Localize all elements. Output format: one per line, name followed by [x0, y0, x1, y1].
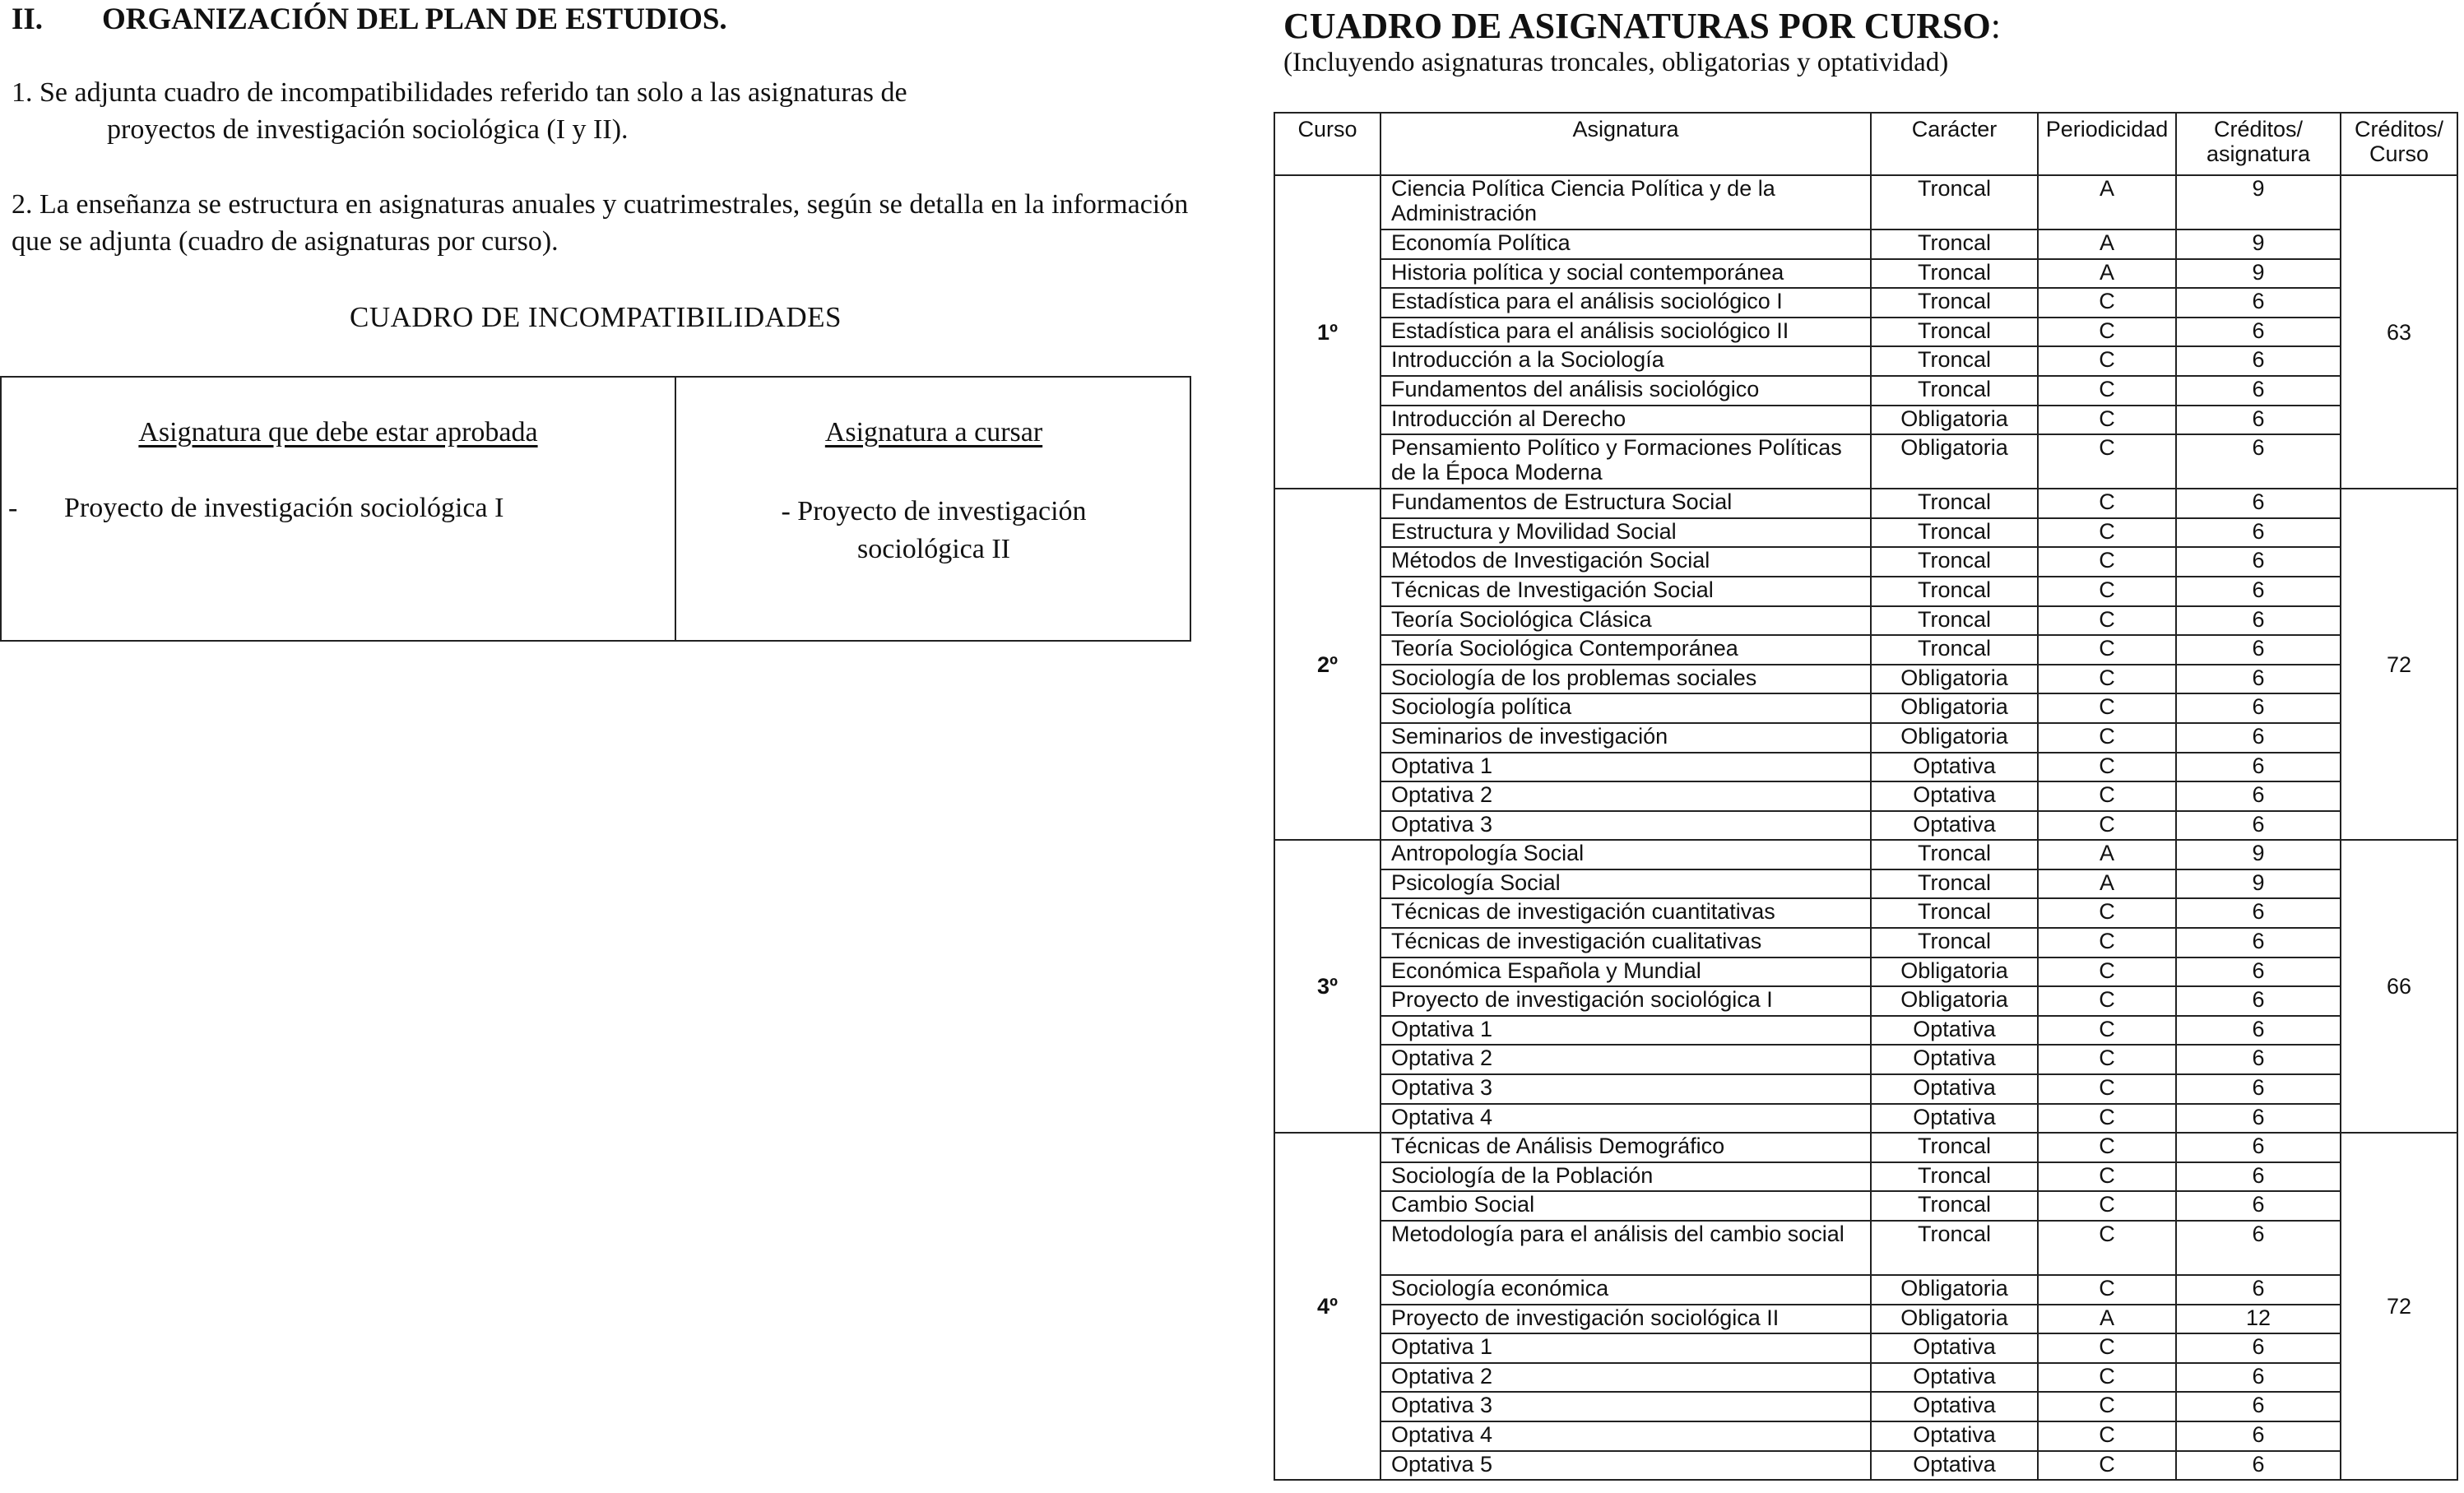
asignatura-cell: Técnicas de Investigación Social [1380, 577, 1871, 606]
periodicidad-cell: C [2038, 606, 2176, 636]
asignatura-cell: Antropología Social [1380, 840, 1871, 869]
creditos-cell: 6 [2176, 1421, 2341, 1451]
periodicidad-cell: C [2038, 1162, 2176, 1192]
subject-to-take-cell [675, 493, 1193, 568]
table-row [1274, 723, 2457, 753]
creditos-cell: 6 [2176, 1191, 2341, 1221]
periodicidad-cell: C [2038, 1333, 2176, 1363]
caracter-cell: Obligatoria [1871, 1275, 2038, 1305]
periodicidad-cell: C [2038, 1221, 2176, 1275]
creditos-curso-cell: 72 [2341, 489, 2457, 840]
creditos-cell: 6 [2176, 1363, 2341, 1393]
table-row [1274, 518, 2457, 548]
section-number: II. [12, 2, 44, 36]
creditos-cell: 6 [2176, 811, 2341, 841]
periodicidad-cell: C [2038, 753, 2176, 782]
caracter-cell: Obligatoria [1871, 723, 2038, 753]
paragraph-1-line-1: 1. Se adjunta cuadro de incompatibilidades referido tan solo a las asignaturas de [12, 77, 907, 108]
table-row [1274, 230, 2457, 259]
table-row [1274, 1275, 2457, 1305]
creditos-cell: 6 [2176, 346, 2341, 376]
section-title: ORGANIZACIÓN DEL PLAN DE ESTUDIOS. [102, 2, 727, 36]
caracter-cell: Troncal [1871, 175, 2038, 230]
caracter-cell: Troncal [1871, 1162, 2038, 1192]
asignatura-cell: Optativa 1 [1380, 1016, 1871, 1046]
asignatura-cell: Proyecto de investigación sociológica II [1380, 1305, 1871, 1334]
header-asignatura: Asignatura [1380, 113, 1871, 175]
required-subject-value: Proyecto de investigación sociológica I [64, 493, 504, 523]
creditos-cell: 6 [2176, 693, 2341, 723]
creditos-cell: 6 [2176, 928, 2341, 957]
asignatura-cell: Optativa 3 [1380, 811, 1871, 841]
periodicidad-cell: A [2038, 1305, 2176, 1334]
caracter-cell: Optativa [1871, 1363, 2038, 1393]
asignatura-cell: Economía Política [1380, 230, 1871, 259]
asignatura-cell: Técnicas de investigación cuantitativas [1380, 898, 1871, 928]
asignatura-cell: Psicología Social [1380, 869, 1871, 899]
creditos-cell: 6 [2176, 635, 2341, 665]
periodicidad-cell: C [2038, 489, 2176, 518]
periodicidad-cell: A [2038, 840, 2176, 869]
creditos-cell: 6 [2176, 986, 2341, 1016]
periodicidad-cell: C [2038, 1451, 2176, 1481]
table-row [1274, 1133, 2457, 1162]
table-row [1274, 1392, 2457, 1421]
caracter-cell: Troncal [1871, 318, 2038, 347]
required-subject-cell [8, 493, 503, 524]
periodicidad-cell: C [2038, 781, 2176, 811]
creditos-cell: 9 [2176, 869, 2341, 899]
periodicidad-cell: C [2038, 1421, 2176, 1451]
periodicidad-cell: C [2038, 1104, 2176, 1134]
creditos-cell: 6 [2176, 1133, 2341, 1162]
periodicidad-cell: A [2038, 230, 2176, 259]
caracter-cell: Troncal [1871, 288, 2038, 318]
caracter-cell: Optativa [1871, 1392, 2038, 1421]
table-row [1274, 1421, 2457, 1451]
periodicidad-cell: C [2038, 723, 2176, 753]
table-row [1274, 1451, 2457, 1481]
creditos-cell: 6 [2176, 606, 2341, 636]
paragraph-2: 2. La enseñanza se estructura en asignaturas anuales y cuatrimestrales, según se detalla en la información que se adjunta (cuadro de asignaturas por curso). [12, 189, 1189, 257]
table-row [1274, 489, 2457, 518]
asignatura-cell: Sociología política [1380, 693, 1871, 723]
courses-table-title [1283, 5, 2001, 47]
table-row [1274, 1221, 2457, 1275]
asignatura-cell: Proyecto de investigación sociológica I [1380, 986, 1871, 1016]
table-row [1274, 811, 2457, 841]
header-subject-to-take: Asignatura a cursar [824, 417, 1043, 447]
creditos-cell: 6 [2176, 665, 2341, 694]
curso-cell: 3º [1274, 840, 1380, 1133]
asignatura-cell: Optativa 1 [1380, 753, 1871, 782]
creditos-cell: 6 [2176, 898, 2341, 928]
table-row [1274, 406, 2457, 435]
asignatura-cell: Sociología de la Población [1380, 1162, 1871, 1192]
periodicidad-cell: C [2038, 376, 2176, 406]
asignatura-cell: Técnicas de investigación cualitativas [1380, 928, 1871, 957]
asignatura-cell: Pensamiento Político y Formaciones Políticas de la Época Moderna [1380, 434, 1871, 489]
creditos-cell: 6 [2176, 577, 2341, 606]
table-row [1274, 1333, 2457, 1363]
table-row [1274, 693, 2457, 723]
caracter-cell: Troncal [1871, 489, 2038, 518]
periodicidad-cell: C [2038, 288, 2176, 318]
creditos-cell: 6 [2176, 957, 2341, 987]
caracter-cell: Optativa [1871, 1333, 2038, 1363]
curso-cell: 4º [1274, 1133, 1380, 1480]
caracter-cell: Troncal [1871, 1191, 2038, 1221]
caracter-cell: Optativa [1871, 1451, 2038, 1481]
table-row [1274, 869, 2457, 899]
table-row [1274, 1162, 2457, 1192]
asignatura-cell: Estructura y Movilidad Social [1380, 518, 1871, 548]
asignatura-cell: Optativa 4 [1380, 1104, 1871, 1134]
creditos-cell: 6 [2176, 1074, 2341, 1104]
table-row [1274, 288, 2457, 318]
caracter-cell: Troncal [1871, 898, 2038, 928]
table-row [1274, 318, 2457, 347]
caracter-cell: Obligatoria [1871, 957, 2038, 987]
courses-table-subtitle: (Incluyendo asignaturas troncales, obligatorias y optatividad) [1283, 48, 1949, 77]
creditos-cell: 6 [2176, 1451, 2341, 1481]
table-row [1274, 1305, 2457, 1334]
creditos-cell: 6 [2176, 1275, 2341, 1305]
courses-table [1274, 112, 2458, 1481]
title-colon: : [1990, 6, 2001, 46]
periodicidad-cell: C [2038, 1363, 2176, 1393]
periodicidad-cell: C [2038, 1045, 2176, 1074]
section-heading [12, 2, 727, 37]
creditos-cell: 6 [2176, 434, 2341, 489]
creditos-cell: 6 [2176, 318, 2341, 347]
creditos-cell: 12 [2176, 1305, 2341, 1334]
caracter-cell: Troncal [1871, 928, 2038, 957]
creditos-curso-cell: 72 [2341, 1133, 2457, 1480]
table-row [1274, 781, 2457, 811]
asignatura-cell: Fundamentos de Estructura Social [1380, 489, 1871, 518]
table-header-row [1274, 113, 2457, 175]
header-required-subject: Asignatura que debe estar aprobada [138, 417, 538, 447]
creditos-cell: 6 [2176, 376, 2341, 406]
caracter-cell: Optativa [1871, 1421, 2038, 1451]
asignatura-cell: Seminarios de investigación [1380, 723, 1871, 753]
creditos-cell: 6 [2176, 518, 2341, 548]
table-row [1274, 1045, 2457, 1074]
caracter-cell: Troncal [1871, 346, 2038, 376]
caracter-cell: Troncal [1871, 869, 2038, 899]
table-row [1274, 1074, 2457, 1104]
table-row [1274, 1104, 2457, 1134]
periodicidad-cell: C [2038, 1016, 2176, 1046]
creditos-cell: 6 [2176, 1333, 2341, 1363]
table-row [1274, 635, 2457, 665]
table-row [1274, 376, 2457, 406]
table-row [1274, 986, 2457, 1016]
table-row [1274, 1016, 2457, 1046]
table-row [1274, 957, 2457, 987]
asignatura-cell: Cambio Social [1380, 1191, 1871, 1221]
creditos-curso-cell: 66 [2341, 840, 2457, 1133]
header-caracter: Carácter [1871, 113, 2038, 175]
caracter-cell: Obligatoria [1871, 434, 2038, 489]
subject-to-take-line-1: - Proyecto de investigación [781, 496, 1087, 526]
courses-table-title-text: CUADRO DE ASIGNATURAS POR CURSO [1283, 6, 1991, 46]
creditos-cell: 6 [2176, 1045, 2341, 1074]
creditos-cell: 9 [2176, 259, 2341, 289]
periodicidad-cell: C [2038, 665, 2176, 694]
header-creditos-asignatura: Créditos/ asignatura [2176, 113, 2341, 175]
table-row [1274, 547, 2457, 577]
header-curso: Curso [1274, 113, 1380, 175]
asignatura-cell: Técnicas de Análisis Demográfico [1380, 1133, 1871, 1162]
asignatura-cell: Optativa 3 [1380, 1074, 1871, 1104]
caracter-cell: Optativa [1871, 753, 2038, 782]
header-creditos-curso: Créditos/ Curso [2341, 113, 2457, 175]
caracter-cell: Troncal [1871, 635, 2038, 665]
table-row [1274, 898, 2457, 928]
asignatura-cell: Sociología económica [1380, 1275, 1871, 1305]
periodicidad-cell: C [2038, 547, 2176, 577]
periodicidad-cell: C [2038, 635, 2176, 665]
caracter-cell: Obligatoria [1871, 693, 2038, 723]
periodicidad-cell: A [2038, 259, 2176, 289]
periodicidad-cell: C [2038, 693, 2176, 723]
periodicidad-cell: A [2038, 175, 2176, 230]
creditos-cell: 6 [2176, 1221, 2341, 1275]
creditos-cell: 6 [2176, 723, 2341, 753]
header-periodicidad: Periodicidad [2038, 113, 2176, 175]
periodicidad-cell: C [2038, 406, 2176, 435]
table-row [1274, 606, 2457, 636]
periodicidad-cell: C [2038, 898, 2176, 928]
asignatura-cell: Optativa 3 [1380, 1392, 1871, 1421]
caracter-cell: Troncal [1871, 547, 2038, 577]
table-row [1274, 840, 2457, 869]
creditos-curso-cell: 63 [2341, 175, 2457, 489]
periodicidad-cell: C [2038, 346, 2176, 376]
table-row [1274, 259, 2457, 289]
asignatura-cell: Ciencia Política Ciencia Política y de la Administración [1380, 175, 1871, 230]
asignatura-cell: Teoría Sociológica Clásica [1380, 606, 1871, 636]
asignatura-cell: Estadística para el análisis sociológico II [1380, 318, 1871, 347]
creditos-cell: 9 [2176, 230, 2341, 259]
incompatibilities-title: CUADRO DE INCOMPATIBILIDADES [349, 301, 842, 333]
periodicidad-cell: C [2038, 1074, 2176, 1104]
asignatura-cell: Fundamentos del análisis sociológico [1380, 376, 1871, 406]
creditos-cell: 6 [2176, 1016, 2341, 1046]
creditos-cell: 6 [2176, 1392, 2341, 1421]
table-row [1274, 175, 2457, 230]
caracter-cell: Optativa [1871, 1016, 2038, 1046]
caracter-cell: Troncal [1871, 376, 2038, 406]
caracter-cell: Obligatoria [1871, 1305, 2038, 1334]
subject-to-take-line-2: sociológica II [857, 534, 1010, 564]
caracter-cell: Troncal [1871, 577, 2038, 606]
asignatura-cell: Metodología para el análisis del cambio social [1380, 1221, 1871, 1275]
asignatura-cell: Teoría Sociológica Contemporánea [1380, 635, 1871, 665]
periodicidad-cell: C [2038, 986, 2176, 1016]
asignatura-cell: Económica Española y Mundial [1380, 957, 1871, 987]
asignatura-cell: Introducción a la Sociología [1380, 346, 1871, 376]
periodicidad-cell: C [2038, 577, 2176, 606]
creditos-cell: 6 [2176, 489, 2341, 518]
creditos-cell: 6 [2176, 781, 2341, 811]
periodicidad-cell: C [2038, 928, 2176, 957]
asignatura-cell: Optativa 4 [1380, 1421, 1871, 1451]
incompatibilities-table [0, 376, 1191, 642]
asignatura-cell: Optativa 5 [1380, 1451, 1871, 1481]
periodicidad-cell: A [2038, 869, 2176, 899]
caracter-cell: Troncal [1871, 840, 2038, 869]
caracter-cell: Obligatoria [1871, 406, 2038, 435]
table-row [1274, 346, 2457, 376]
asignatura-cell: Optativa 1 [1380, 1333, 1871, 1363]
asignatura-cell: Métodos de Investigación Social [1380, 547, 1871, 577]
asignatura-cell: Historia política y social contemporánea [1380, 259, 1871, 289]
asignatura-cell: Optativa 2 [1380, 1363, 1871, 1393]
periodicidad-cell: C [2038, 811, 2176, 841]
caracter-cell: Obligatoria [1871, 986, 2038, 1016]
curso-cell: 2º [1274, 489, 1380, 840]
table-row [1274, 753, 2457, 782]
periodicidad-cell: C [2038, 434, 2176, 489]
table-row [1274, 665, 2457, 694]
paragraph-1-line-2: proyectos de investigación sociológica (I y II). [107, 114, 629, 145]
periodicidad-cell: C [2038, 518, 2176, 548]
caracter-cell: Troncal [1871, 1221, 2038, 1275]
asignatura-cell: Estadística para el análisis sociológico I [1380, 288, 1871, 318]
creditos-cell: 6 [2176, 288, 2341, 318]
caracter-cell: Troncal [1871, 259, 2038, 289]
creditos-cell: 9 [2176, 175, 2341, 230]
bullet-dash: - [8, 493, 18, 523]
caracter-cell: Optativa [1871, 1104, 2038, 1134]
creditos-cell: 6 [2176, 753, 2341, 782]
caracter-cell: Optativa [1871, 1045, 2038, 1074]
caracter-cell: Troncal [1871, 518, 2038, 548]
asignatura-cell: Introducción al Derecho [1380, 406, 1871, 435]
periodicidad-cell: C [2038, 1392, 2176, 1421]
periodicidad-cell: C [2038, 1133, 2176, 1162]
creditos-cell: 6 [2176, 1104, 2341, 1134]
caracter-cell: Troncal [1871, 606, 2038, 636]
creditos-cell: 6 [2176, 406, 2341, 435]
periodicidad-cell: C [2038, 957, 2176, 987]
caracter-cell: Troncal [1871, 230, 2038, 259]
table-row [1274, 434, 2457, 489]
periodicidad-cell: C [2038, 318, 2176, 347]
asignatura-cell: Optativa 2 [1380, 781, 1871, 811]
asignatura-cell: Optativa 2 [1380, 1045, 1871, 1074]
periodicidad-cell: C [2038, 1275, 2176, 1305]
caracter-cell: Optativa [1871, 1074, 2038, 1104]
asignatura-cell: Sociología de los problemas sociales [1380, 665, 1871, 694]
caracter-cell: Optativa [1871, 811, 2038, 841]
table-row [1274, 1363, 2457, 1393]
caracter-cell: Obligatoria [1871, 665, 2038, 694]
creditos-cell: 6 [2176, 1162, 2341, 1192]
periodicidad-cell: C [2038, 1191, 2176, 1221]
paragraph-1 [12, 74, 1196, 148]
table-row [1274, 1191, 2457, 1221]
curso-cell: 1º [1274, 175, 1380, 489]
caracter-cell: Optativa [1871, 781, 2038, 811]
creditos-cell: 6 [2176, 547, 2341, 577]
courses-table-body [1274, 175, 2457, 1480]
table-row [1274, 928, 2457, 957]
creditos-cell: 9 [2176, 840, 2341, 869]
caracter-cell: Troncal [1871, 1133, 2038, 1162]
table-row [1274, 577, 2457, 606]
